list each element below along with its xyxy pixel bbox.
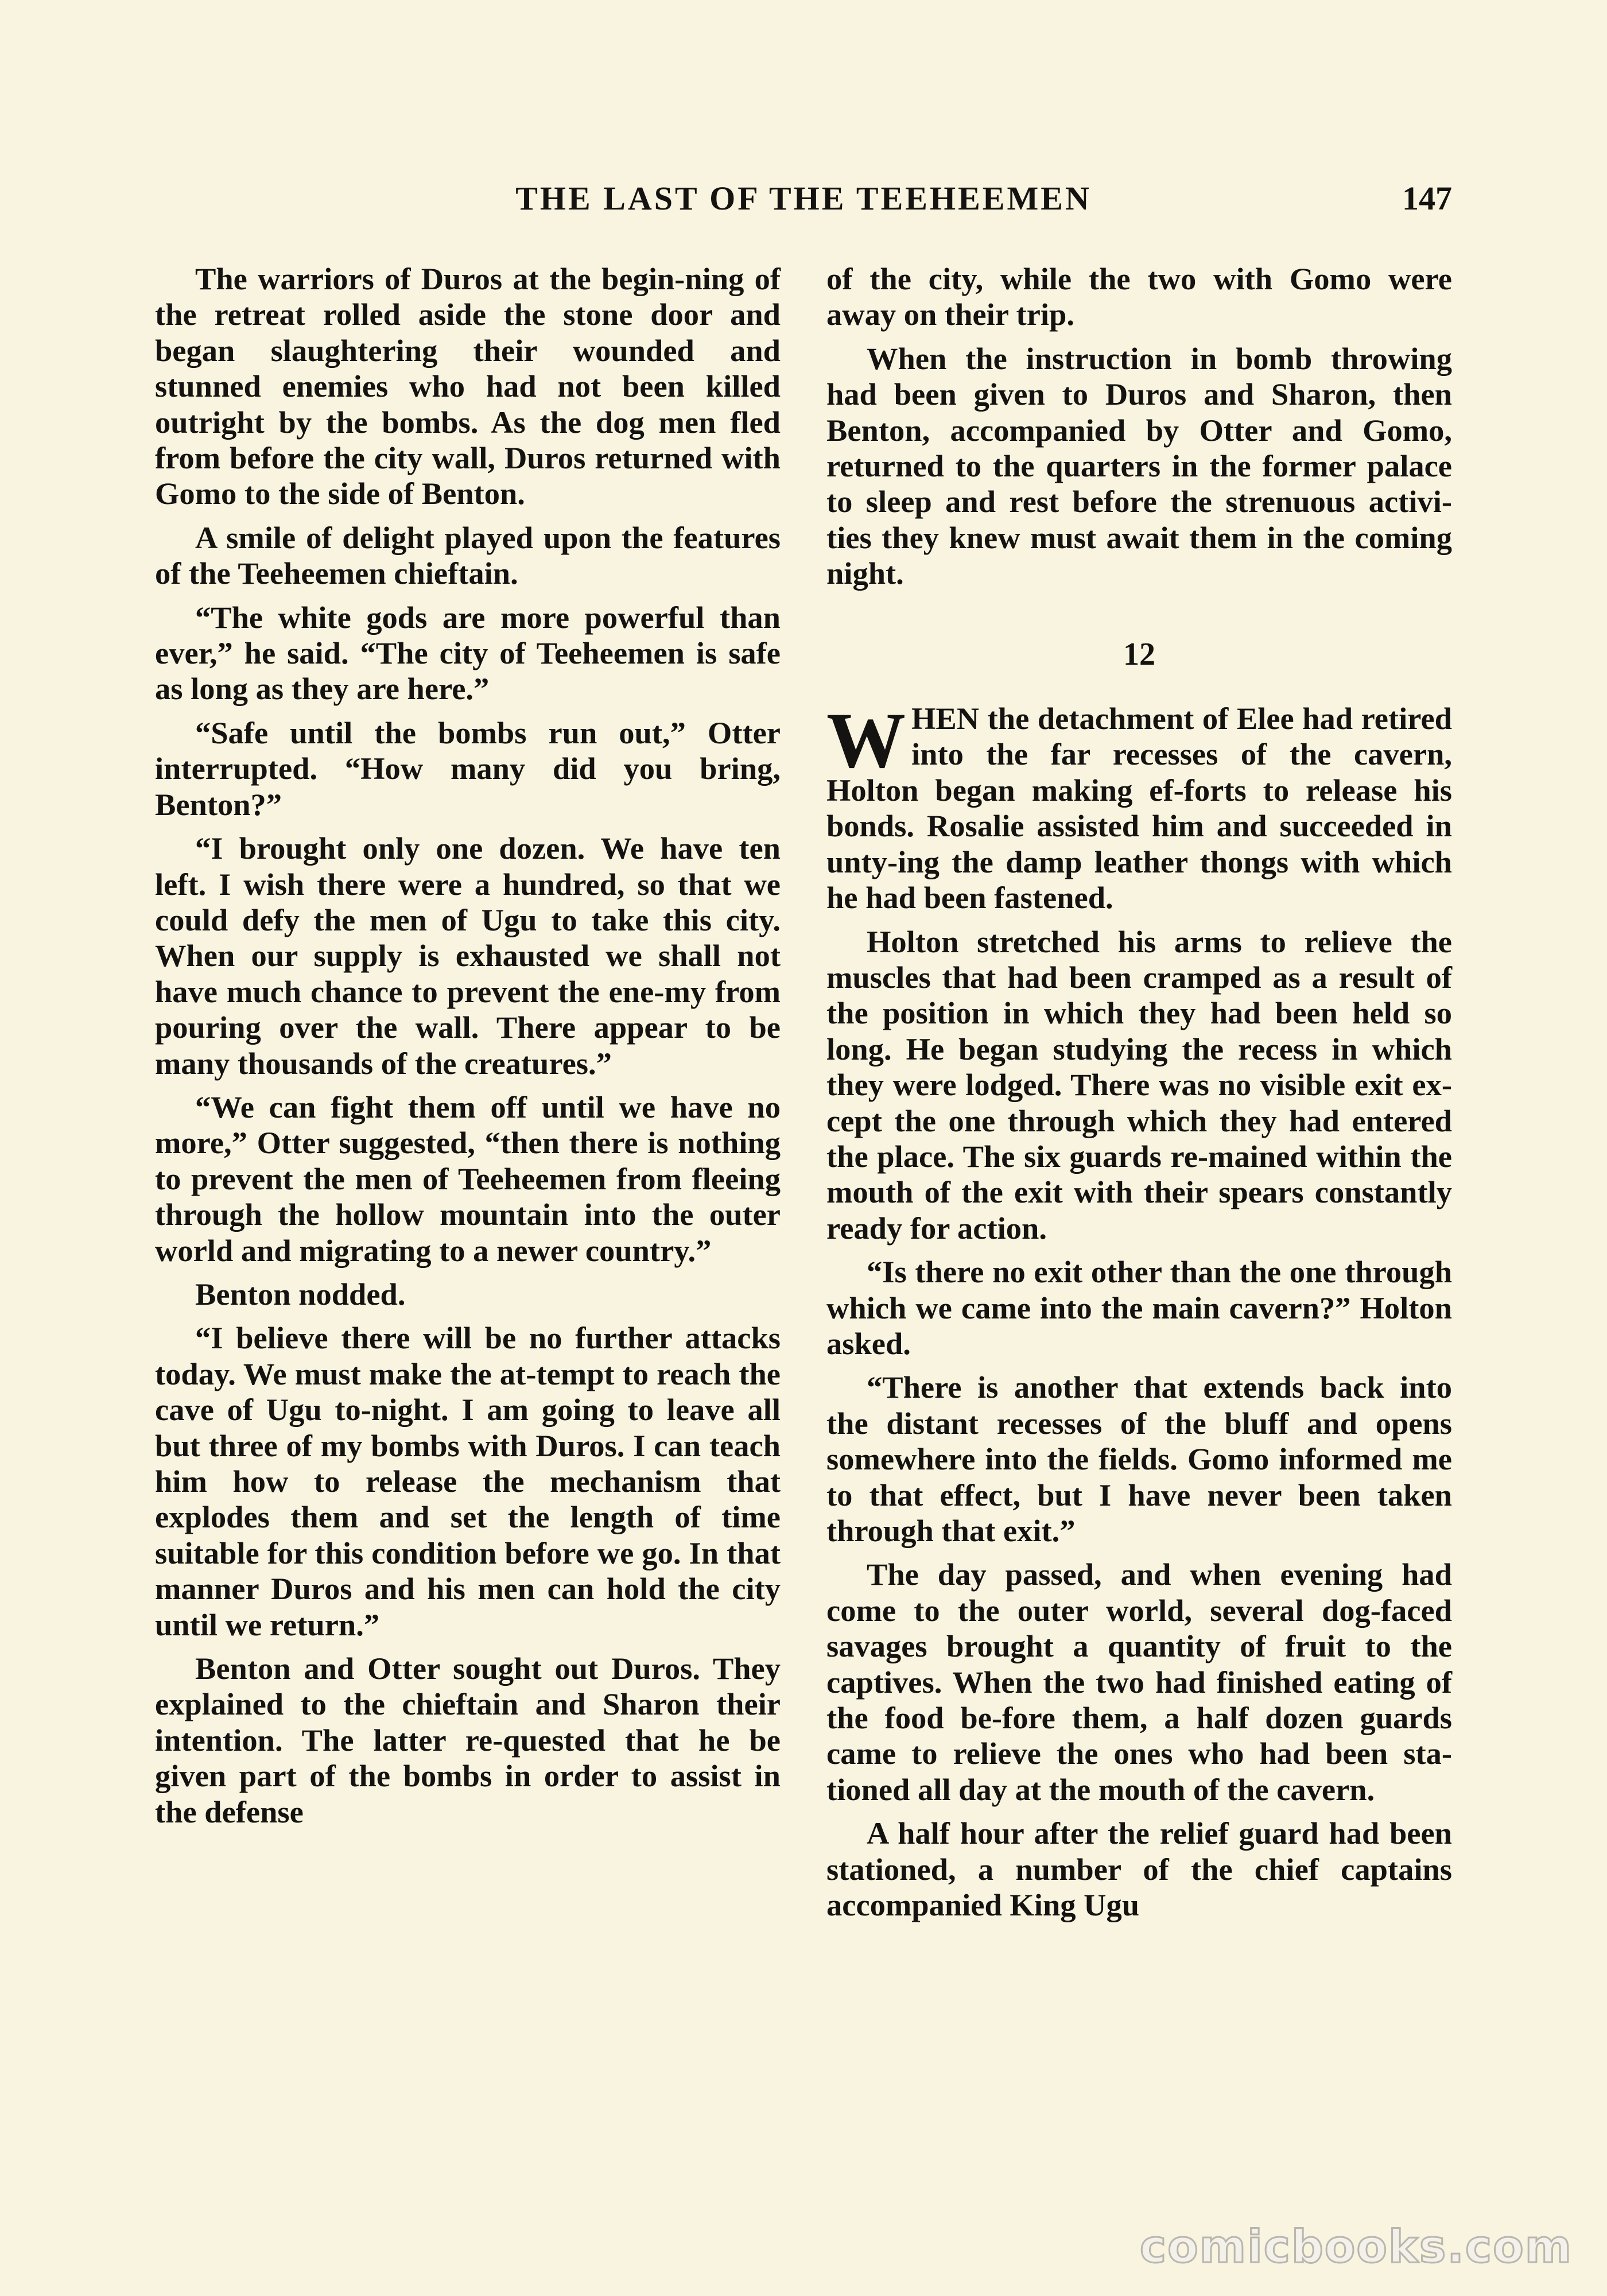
dropcap-smallcaps: HEN — [911, 701, 980, 736]
paragraph-continuation: of the city, while the two with Gomo were away on their trip. — [826, 261, 1452, 332]
paragraph: “We can fight them off until we have no more,” Otter suggested, “then there is nothing to prevent the men of Teeheemen from fleeing through the hollow mountain into the outer world and migrating to a newer country.” — [155, 1089, 781, 1268]
running-head: THE LAST OF THE TEEHEEMEN — [515, 180, 1092, 217]
paragraph: “Safe until the bombs run out,” Otter interrupted. “How many did you bring, Benton?” — [155, 715, 781, 822]
section-number: 12 — [1123, 636, 1155, 672]
dropcap-paragraph-text: the detachment of Elee had retired into the far recesses of the cavern, Holton began making ef-forts to release his bonds. Rosalie assisted him and succeeded in unty-ing the damp leather thongs with which he had been fastened. — [826, 701, 1452, 916]
paragraph: The warriors of Duros at the begin-ning of the retreat rolled aside the stone door and began slaughtering their wounded and stunned enemies who had not been killed outright by the bombs. As the dog men fled from before the city wall, Duros returned with Gomo to the side of Benton. — [155, 261, 781, 511]
paragraph: “The white gods are more powerful than ever,” he said. “The city of Teeheemen is safe as long as they are here.” — [155, 599, 781, 707]
dropcap-paragraph — [826, 696, 1452, 916]
paragraph: Holton stretched his arms to relieve the muscles that had been cramped as a result of the position in which they had been held so long. He began studying the recess in which they were lodged. There was no visible exit ex-cept the one through which they had entered the place. The six guards re-mained within the mouth of the exit with their spears constantly ready for action. — [826, 924, 1452, 1246]
drop-cap: W — [826, 696, 906, 785]
watermark: comicbooks.com — [1139, 2221, 1573, 2273]
paragraph: “I believe there will be no further attacks today. We must make the at-tempt to reach the cave of Ugu to-night. I am going to leave all but three of my bombs with Duros. I can teach him how to release the mechanism that explodes them and set the length of time suitable for this condition before we go. In that manner Duros and his men can hold the city until we return.” — [155, 1320, 781, 1642]
paragraph: The day passed, and when evening had come to the outer world, several dog-faced savages brought a quantity of fruit to the captives. When the two had finished eating of the food be-fore them, a half dozen guards came to relieve the ones who had been sta-tioned all day at the mouth of the cavern. — [826, 1557, 1452, 1807]
paragraph: When the instruction in bomb throwing had been given to Duros and Sharon, then Benton, accompanied by Otter and Gomo, returned to the quarters in the former palace to sleep and rest before the strenuous activi-ties they knew must await them in the coming night. — [826, 340, 1452, 591]
paragraph: “I brought only one dozen. We have ten left. I wish there were a hundred, so that we could defy the men of Ugu to take this city. When our supply is exhausted we shall not have much chance to prevent the ene-my from pouring over the wall. There appear to be many thousands of the creatures.” — [155, 831, 781, 1081]
left-column — [155, 261, 781, 1838]
right-column — [826, 261, 1452, 1931]
paragraph: A smile of delight played upon the features of the Teeheemen chieftain. — [155, 519, 781, 591]
paragraph: “Is there no exit other than the one through which we came into the main cavern?” Holton asked. — [826, 1254, 1452, 1361]
paragraph: Benton nodded. — [195, 1276, 406, 1312]
page-header — [155, 179, 1452, 225]
paragraph: A half hour after the relief guard had been stationed, a number of the chief captains accompanied King Ugu — [826, 1816, 1452, 1923]
paragraph: Benton and Otter sought out Duros. They explained to the chieftain and Sharon their intention. The latter re-quested that he be given part of the bombs in order to assist in the defense — [155, 1651, 781, 1829]
paragraph: “There is another that extends back into the distant recesses of the bluff and opens somewhere into the fields. Gomo informed me to that effect, but I have never been taken through that exit.” — [826, 1370, 1452, 1548]
page-number: 147 — [1402, 180, 1452, 217]
